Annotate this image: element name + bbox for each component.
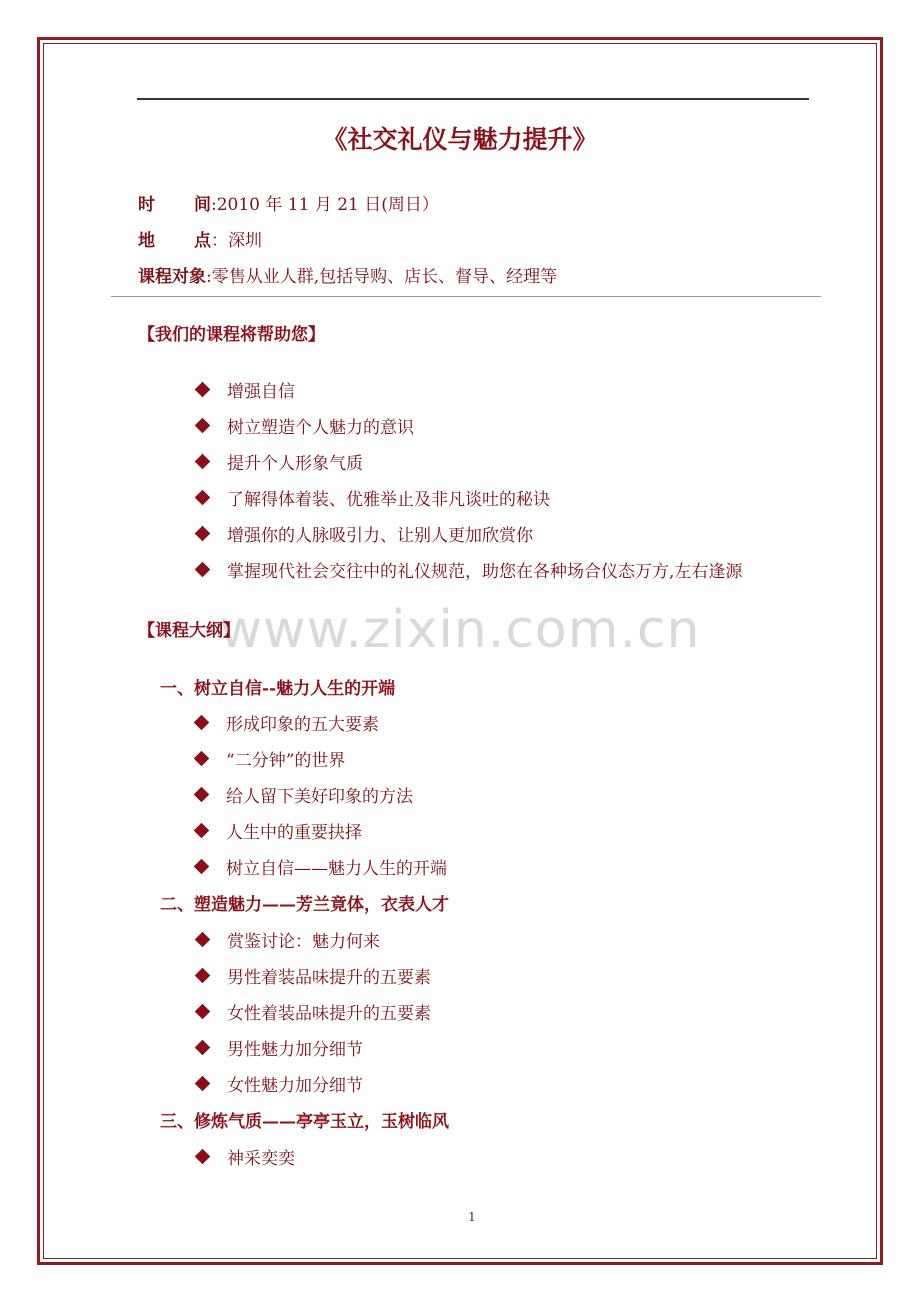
help-item-text: 增强你的人脉吸引力、让别人更加欣赏你 [227,526,533,546]
place-label-char-1: 地 [138,231,155,251]
diamond-bullet-icon [195,932,211,948]
outline-item-text: 给人留下美好印象的方法 [226,787,413,807]
diamond-bullet-icon [194,751,210,767]
diamond-bullet-icon [194,787,210,803]
outline-item [196,710,379,735]
outline-item-text: 人生中的重要抉择 [226,823,362,843]
page-number: 1 [468,1210,476,1224]
watermark: www.zixin.com.cn [219,600,701,660]
place-label [138,226,211,251]
outline-item [196,818,362,843]
help-item-text: 树立塑造个人魅力的意识 [227,418,414,438]
diamond-bullet-icon [195,968,211,984]
outline-item-text: 女性魅力加分细节 [227,1076,363,1096]
outline-item [197,1071,363,1096]
diamond-bullet-icon [195,526,211,542]
diamond-bullet-icon [195,562,211,578]
help-item [197,557,742,582]
section-divider [111,296,821,297]
help-item [197,485,550,510]
help-item [197,377,295,402]
outline-heading: 【课程大纲】 [138,621,240,641]
place-line [138,226,262,251]
help-item [197,521,533,546]
audience-line [138,262,557,287]
diamond-bullet-icon [194,859,210,875]
help-item [197,413,414,438]
diamond-bullet-icon [194,823,210,839]
outline-item-text: 神采奕奕 [227,1149,295,1169]
document-title: 《社交礼仪与魅力提升》 [322,125,598,154]
outline-item-text: 男性着装品味提升的五要素 [227,968,431,988]
outline-item-text: 树立自信——魅力人生的开端 [226,859,447,879]
help-item-text: 提升个人形象气质 [227,454,363,474]
diamond-bullet-icon [194,715,210,731]
outline-item [196,746,345,771]
time-value: :2010 年 11 月 21 日(周日） [211,195,439,215]
outline-item-text: “二分钟”的世界 [226,751,346,771]
outline-section-heading: 三、修炼气质——亭亭玉立，玉树临风 [160,1112,449,1132]
audience-value: :零售从业人群,包括导购、店长、督导、经理等 [206,267,558,287]
diamond-bullet-icon [195,1076,211,1092]
diamond-bullet-icon [195,1004,211,1020]
outline-item-text: 男性魅力加分细节 [227,1040,363,1060]
outline-section-heading: 二、塑造魅力——芳兰竟体，衣表人才 [160,895,449,915]
place-value: ：深圳 [211,231,262,251]
outline-item [197,1035,363,1060]
time-line [138,190,439,215]
diamond-bullet-icon [195,1149,211,1165]
diamond-bullet-icon [195,382,211,398]
outline-section-heading: 一、树立自信--魅力人生的开端 [160,679,396,699]
help-heading: 【我们的课程将帮助您】 [138,325,325,345]
diamond-bullet-icon [195,418,211,434]
outline-item [197,999,431,1024]
outline-item [196,854,447,879]
help-item-text: 增强自信 [227,382,295,402]
help-item-text: 了解得体着装、优雅举止及非凡谈吐的秘诀 [227,490,550,510]
diamond-bullet-icon [195,1040,211,1056]
outline-item-text: 形成印象的五大要素 [226,715,379,735]
time-label-char-2: 间 [194,195,211,215]
diamond-bullet-icon [195,454,211,470]
time-label-char-1: 时 [138,195,155,215]
time-label [138,190,211,215]
outline-item [197,963,431,988]
audience-label: 课程对象 [138,267,206,287]
place-label-char-2: 点 [194,231,211,251]
diamond-bullet-icon [195,490,211,506]
outline-item-text: 赏鉴讨论：魅力何来 [227,932,380,952]
help-item-text: 掌握现代社会交往中的礼仪规范，助您在各种场合仪态万方,左右逢源 [227,562,743,582]
header-rule [137,98,809,100]
outline-item-text: 女性着装品味提升的五要素 [227,1004,431,1024]
outline-item [197,927,380,952]
help-item [197,449,363,474]
outline-item [196,782,413,807]
outline-item [197,1144,295,1169]
